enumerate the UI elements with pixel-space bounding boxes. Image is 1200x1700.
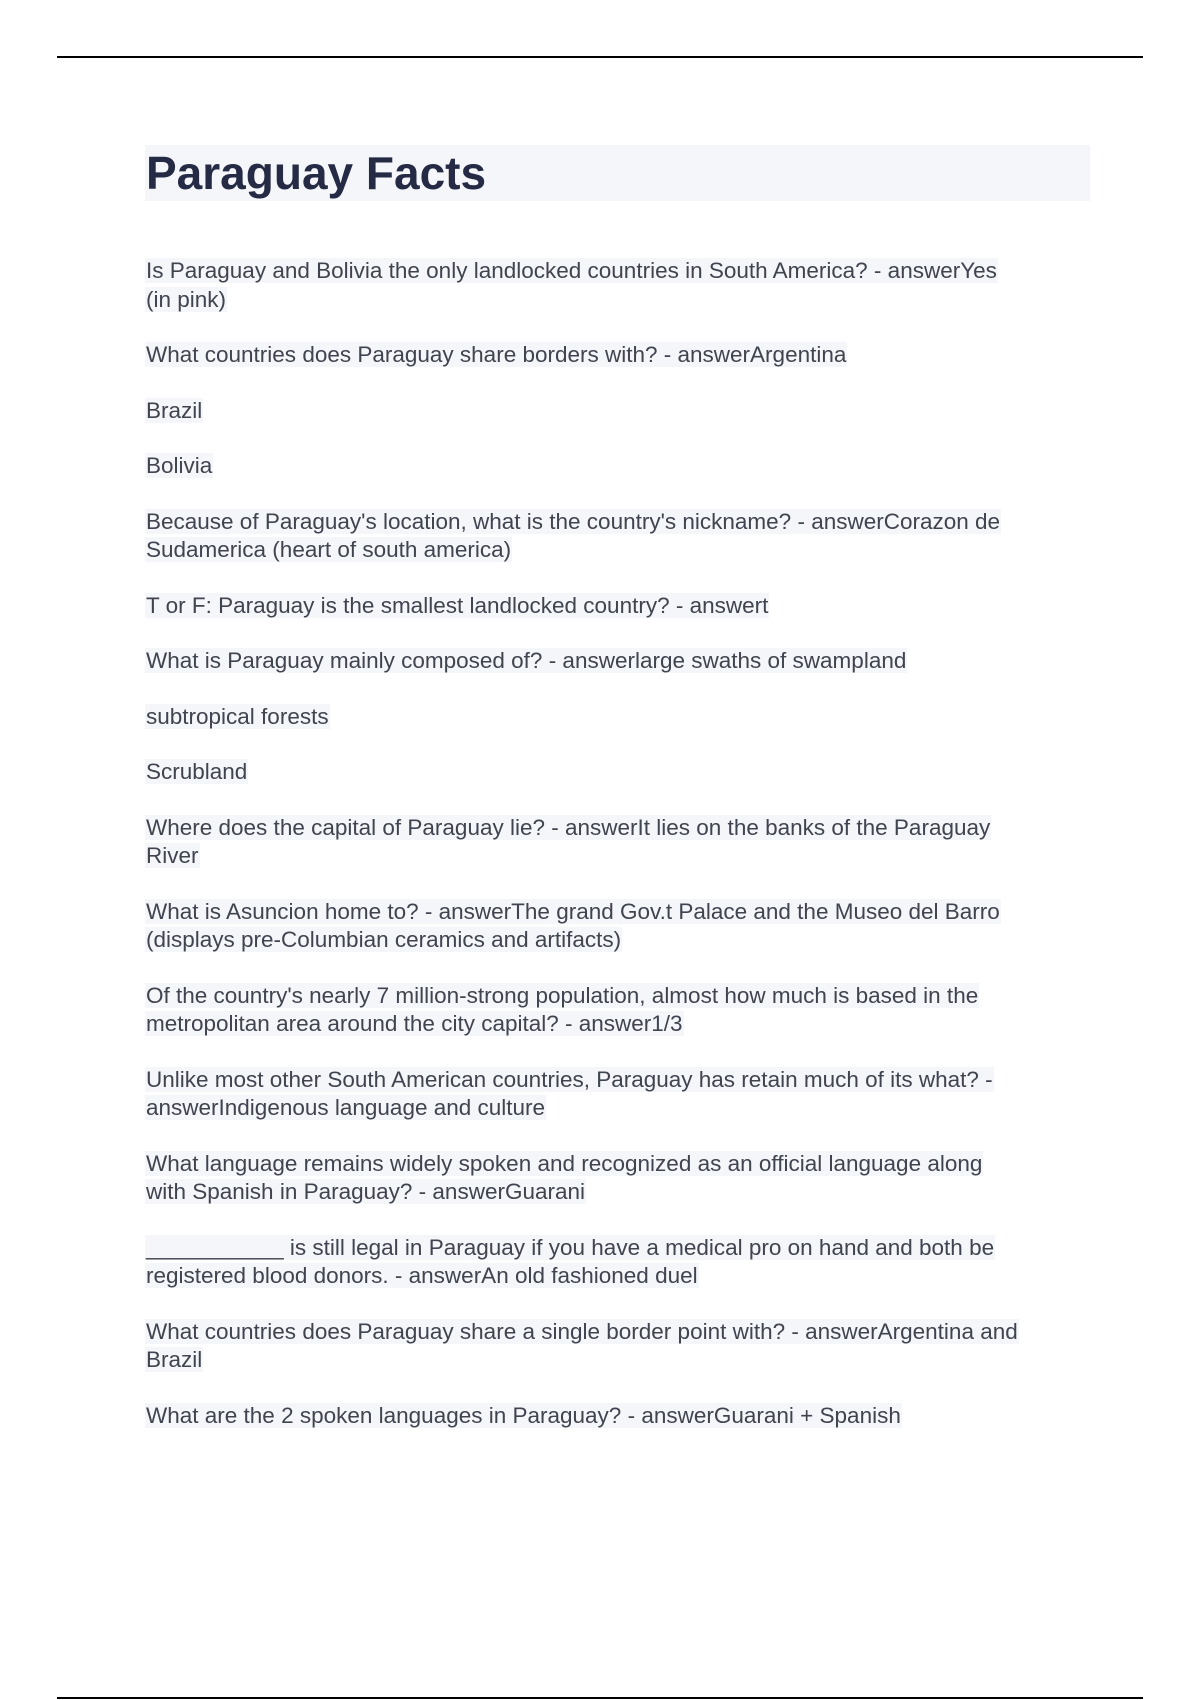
header-rule: [57, 56, 1143, 58]
qa-item-17: [145, 1402, 1090, 1431]
qa-text: River: [146, 843, 199, 868]
qa-text: What are the 2 spoken languages in Paraguay? - answerGuarani + Spanish: [146, 1402, 901, 1428]
qa-item-5: [145, 508, 1090, 565]
qa-item-12: [145, 982, 1090, 1039]
qa-item-10: [145, 814, 1090, 871]
qa-text: Unlike most other South American countries, Paraguay has retain much of its what? -: [146, 1066, 993, 1092]
qa-item-7: [145, 647, 1090, 676]
qa-text: Bolivia: [146, 453, 213, 478]
qa-text: with Spanish in Paraguay? - answerGuarani: [146, 1179, 585, 1204]
qa-item-1: [145, 257, 1090, 314]
qa-text: subtropical forests: [146, 703, 329, 729]
qa-item-3: [145, 397, 1090, 426]
qa-item-4: [145, 452, 1090, 481]
qa-text: Where does the capital of Paraguay lie? - answerIt lies on the banks of the Paraguay: [146, 814, 991, 840]
qa-item-6: [145, 592, 1090, 621]
qa-text: T or F: Paraguay is the smallest landlocked country? - answert: [146, 592, 769, 618]
qa-text: Scrubland: [146, 759, 248, 784]
document-body: [145, 145, 1090, 1430]
qa-text: Of the country's nearly 7 million-strong population, almost how much is based in the: [146, 982, 979, 1008]
qa-text: metropolitan area around the city capital? - answer1/3: [146, 1011, 683, 1036]
qa-item-8: [145, 703, 1090, 732]
qa-text: What is Asuncion home to? - answerThe grand Gov.t Palace and the Museo del Barro: [146, 898, 1000, 924]
qa-text: ___________ is still legal in Paraguay if you have a medical pro on hand and both be: [146, 1234, 995, 1260]
qa-text: What language remains widely spoken and recognized as an official language along: [146, 1150, 983, 1176]
qa-text: registered blood donors. - answerAn old fashioned duel: [146, 1263, 698, 1288]
qa-text: (displays pre-Columbian ceramics and artifacts): [146, 927, 622, 952]
qa-text: What is Paraguay mainly composed of? - answerlarge swaths of swampland: [146, 648, 907, 673]
qa-text: Brazil: [146, 397, 203, 423]
page-title: Paraguay Facts: [145, 145, 1090, 201]
qa-text: Is Paraguay and Bolivia the only landlocked countries in South America? - answerYes: [146, 258, 997, 283]
qa-text: What countries does Paraguay share borders with? - answerArgentina: [146, 342, 847, 367]
qa-item-16: [145, 1318, 1090, 1375]
qa-item-2: [145, 341, 1090, 370]
qa-text: Sudamerica (heart of south america): [146, 537, 512, 562]
qa-item-14: [145, 1150, 1090, 1207]
qa-text: (in pink): [146, 286, 227, 312]
qa-text: Because of Paraguay's location, what is the country's nickname? - answerCorazon de: [146, 508, 1001, 534]
footer-rule: [57, 1697, 1143, 1699]
qa-item-11: [145, 898, 1090, 955]
qa-item-15: [145, 1234, 1090, 1291]
qa-text: answerIndigenous language and culture: [146, 1095, 546, 1120]
qa-text: Brazil: [146, 1347, 203, 1372]
qa-item-9: [145, 758, 1090, 787]
qa-item-13: [145, 1066, 1090, 1123]
qa-text: What countries does Paraguay share a single border point with? - answerArgentina and: [146, 1318, 1018, 1344]
